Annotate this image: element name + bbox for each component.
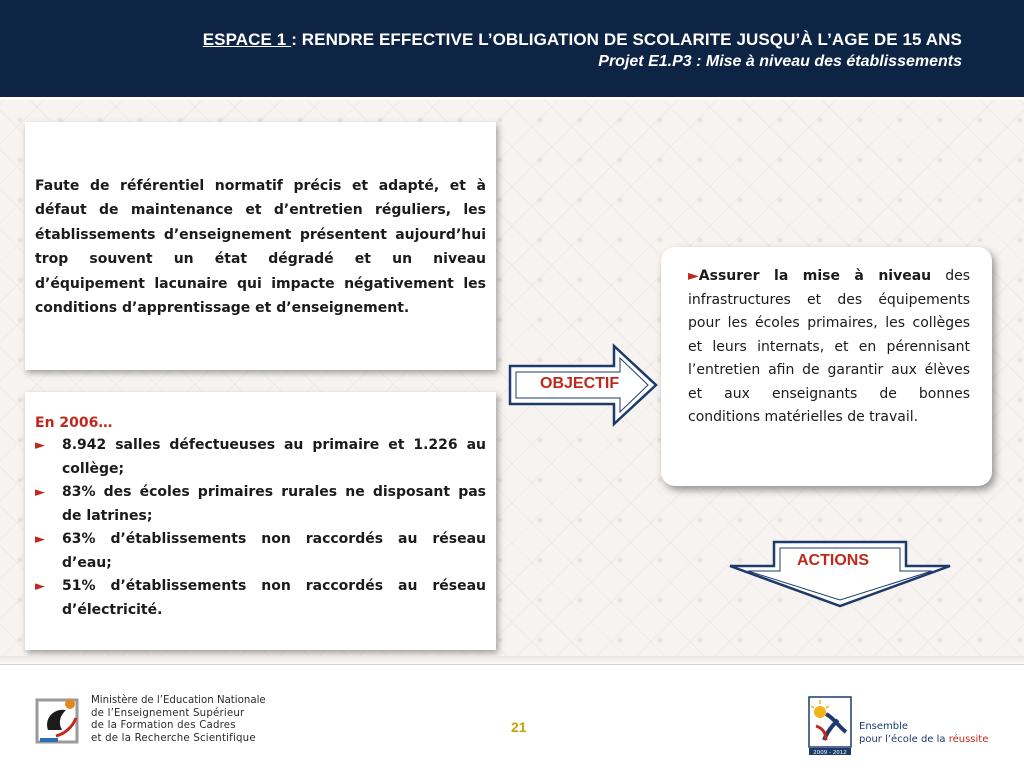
slide-title <box>203 30 962 50</box>
bullet-triangle-icon: ► <box>35 485 45 500</box>
list-item: ► 83% des écoles primaires rurales ne disposant pas de latrines; <box>35 481 486 528</box>
stats-list <box>35 434 486 622</box>
logo-years: 2009 - 2012 <box>813 750 847 756</box>
stats-card <box>25 392 496 650</box>
ensemble-slogan: Ensemble pour l’école de la réussite <box>859 721 989 745</box>
problem-text: Faute de référentiel normatif précis et adapté, et à défaut de maintenance et d’entretien réguliers, les établissements d’enseignement présentent aujourd’hui trop souvent un état dégradé et un niveau d’équipement lacunaire qui impacte négativement les conditions d’apprentissage et d’enseignement. <box>35 178 486 317</box>
bullet-triangle-icon: ► <box>35 579 45 594</box>
list-item: ► 63% d’établissements non raccordés au réseau d’eau; <box>35 528 486 575</box>
page-number: 21 <box>511 719 527 735</box>
actions-label: ACTIONS <box>797 552 869 569</box>
bullet-triangle-icon: ► <box>688 268 699 284</box>
ministry-name: Ministère de l’Education Nationale de l’Enseignement Supérieur de la Formation des Cadres et de la Recherche Scientifique <box>91 695 266 744</box>
list-item: ► 8.942 salles défectueuses au primaire et 1.226 au collège; <box>35 434 486 481</box>
plan-logo-icon <box>808 696 852 756</box>
slide-subtitle: Projet E1.P3 : Mise à niveau des établissements <box>598 53 962 70</box>
objectif-label: OBJECTIF <box>540 375 620 392</box>
objective-lead: Assurer la mise à niveau <box>698 268 932 284</box>
bullet-triangle-icon: ► <box>35 438 45 453</box>
stats-year: En 2006… <box>35 415 113 431</box>
objective-card <box>661 247 992 486</box>
header-bar <box>0 0 1024 100</box>
actions-arrow-icon <box>726 538 954 610</box>
problem-card <box>25 122 496 370</box>
objective-text <box>688 265 970 430</box>
title-text: : RENDRE EFFECTIVE L’OBLIGATION DE SCOLARITE JUSQU’À L’AGE DE 15 ANS <box>291 30 962 49</box>
espace-label: ESPACE 1 <box>202 30 292 49</box>
ministry-logo-icon <box>34 690 84 746</box>
list-item: ► 51% d’établissements non raccordés au réseau d’électricité. <box>35 575 486 622</box>
bullet-triangle-icon: ► <box>35 532 45 547</box>
objective-body: des infrastructures et des équipements pour les écoles primaires, les collèges et leurs internats, et en pérennisant l’entretien afin de garantir aux élèves et aux enseignants de bonnes conditions matérielles de travail. <box>688 268 970 425</box>
